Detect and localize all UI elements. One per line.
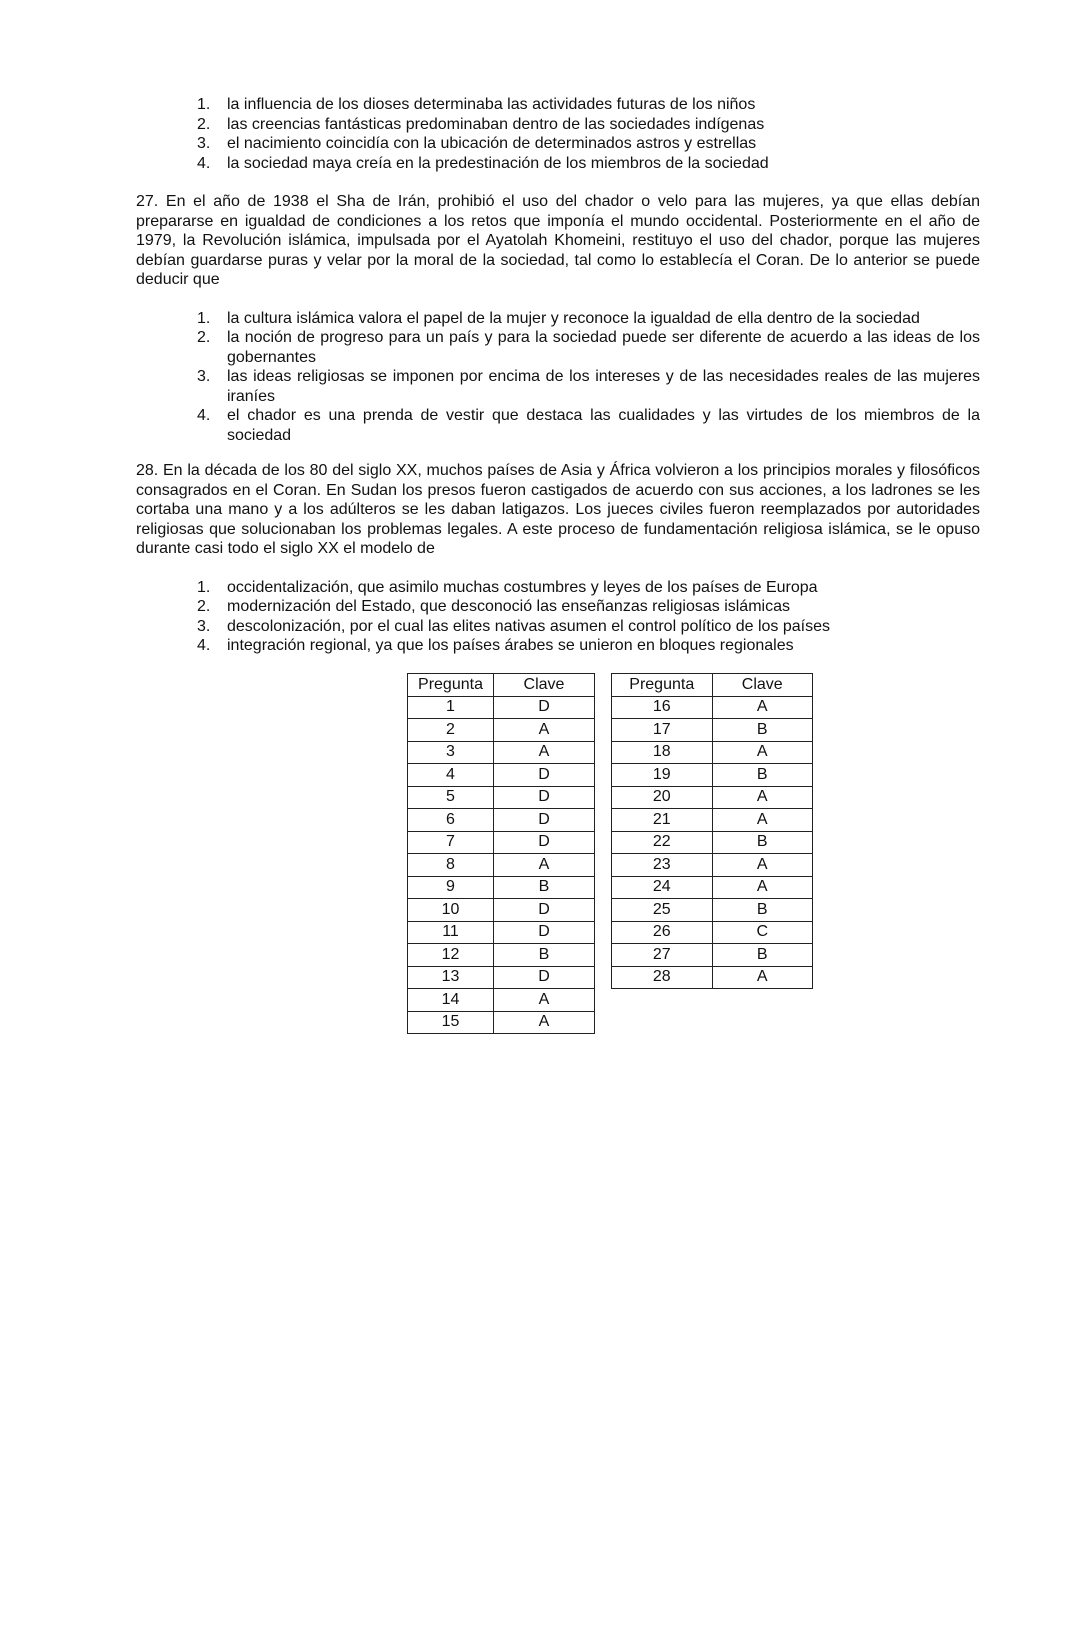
question-number: 19 — [612, 764, 713, 787]
answer-key: D — [494, 966, 595, 989]
question-number: 26 — [612, 921, 713, 944]
option-item — [136, 328, 980, 367]
table-row — [408, 876, 595, 899]
option-number: 2. — [197, 598, 211, 615]
table-row — [612, 899, 813, 922]
question-number: 28 — [612, 966, 713, 989]
option-number: 2. — [197, 329, 211, 346]
answer-key: A — [494, 719, 595, 742]
table-row — [612, 764, 813, 787]
option-number: 4. — [197, 637, 211, 654]
option-text: occidentalización, que asimilo muchas costumbres y leyes de los países de Europa — [227, 578, 818, 596]
table-row — [408, 741, 595, 764]
table-header-row — [612, 674, 813, 697]
option-number: 1. — [197, 578, 211, 596]
table-row — [408, 786, 595, 809]
answer-key: B — [712, 831, 813, 854]
option-number: 1. — [197, 96, 211, 113]
table-row — [408, 696, 595, 719]
option-text: la noción de progreso para un país y para la sociedad puede ser diferente de acuerdo a las ideas de los gobernantes — [227, 329, 980, 366]
table-row — [408, 809, 595, 832]
option-text: descolonización, por el cual las elites nativas asumen el control político de los países — [227, 617, 830, 635]
question-number: 15 — [408, 1011, 494, 1034]
q27-stem: 27. En el año de 1938 el Sha de Irán, prohibió el uso del chador o velo para las mujeres, ya que ellas debían prepararse en igualdad de condiciones a los retos que imponía el mundo occidental. Posteriormente en el año de 1979, la Revolución islámica, impulsada por el Ayatolah Khomeini, restituyo el uso del chador, porque las mujeres debían guardarse puras y velar por la moral de la sociedad, tal como lo establecía el Coran. De lo anterior se puede deducir que — [136, 193, 980, 288]
option-item — [136, 636, 980, 656]
option-number: 2. — [197, 115, 211, 133]
table-row — [408, 944, 595, 967]
answer-key: A — [712, 809, 813, 832]
option-item — [136, 309, 980, 329]
answer-key-table-left — [407, 673, 595, 1034]
question-number: 4 — [408, 764, 494, 787]
q28-options — [136, 578, 980, 656]
question-number: 17 — [612, 719, 713, 742]
question-number: 24 — [612, 876, 713, 899]
q26-options-block — [136, 95, 980, 173]
question-number: 3 — [408, 741, 494, 764]
option-item — [136, 367, 980, 406]
answer-key: B — [712, 719, 813, 742]
question-number: 11 — [408, 921, 494, 944]
answer-key: D — [494, 899, 595, 922]
answer-key: B — [494, 944, 595, 967]
option-text: el nacimiento coincidía con la ubicación de determinados astros y estrellas — [227, 135, 757, 152]
question-number: 7 — [408, 831, 494, 854]
question-number: 1 — [408, 696, 494, 719]
table-row — [612, 809, 813, 832]
table-row — [612, 696, 813, 719]
question-number: 18 — [612, 741, 713, 764]
question-number: 10 — [408, 899, 494, 922]
option-text: integración regional, ya que los países árabes se unieron en bloques regionales — [227, 637, 794, 654]
option-number: 4. — [197, 154, 211, 172]
table-row — [612, 966, 813, 989]
question-number: 21 — [612, 809, 713, 832]
option-item — [136, 617, 980, 637]
option-item — [136, 115, 980, 135]
option-text: las ideas religiosas se imponen por encima de los intereses y de las necesidades reales de las mujeres iraníes — [227, 368, 980, 405]
option-item — [136, 95, 980, 115]
answer-key: B — [712, 944, 813, 967]
table-row — [612, 786, 813, 809]
answer-key: D — [494, 764, 595, 787]
answer-key: C — [712, 921, 813, 944]
question-number: 20 — [612, 786, 713, 809]
question-number: 8 — [408, 854, 494, 877]
option-text: la influencia de los dioses determinaba las actividades futuras de los niños — [227, 96, 756, 113]
header-clave: Clave — [712, 674, 813, 697]
table-row — [408, 966, 595, 989]
answer-key: A — [712, 786, 813, 809]
option-item — [136, 154, 980, 174]
table-row — [408, 1011, 595, 1034]
header-pregunta: Pregunta — [408, 674, 494, 697]
question-28 — [136, 461, 980, 656]
option-text: las creencias fantásticas predominaban dentro de las sociedades indígenas — [227, 115, 765, 133]
question-number: 13 — [408, 966, 494, 989]
answer-key: B — [712, 764, 813, 787]
answer-key: A — [712, 854, 813, 877]
option-text: el chador es una prenda de vestir que destaca las cualidades y las virtudes de los miembros de la sociedad — [227, 407, 980, 444]
answer-key: D — [494, 786, 595, 809]
answer-key: A — [712, 741, 813, 764]
table-row — [408, 854, 595, 877]
table-row — [408, 719, 595, 742]
option-number: 4. — [197, 407, 211, 424]
question-number: 14 — [408, 989, 494, 1012]
answer-key: A — [712, 966, 813, 989]
table-header-row — [408, 674, 595, 697]
question-number: 9 — [408, 876, 494, 899]
option-number: 3. — [197, 135, 211, 152]
answer-key: B — [494, 876, 595, 899]
question-27 — [136, 192, 980, 445]
table-row — [612, 921, 813, 944]
answer-key: A — [712, 696, 813, 719]
question-number: 22 — [612, 831, 713, 854]
table-row — [408, 764, 595, 787]
q27-options — [136, 309, 980, 446]
table-row — [612, 719, 813, 742]
option-text: modernización del Estado, que desconoció las enseñanzas religiosas islámicas — [227, 598, 790, 615]
answer-key: A — [712, 876, 813, 899]
option-text: la cultura islámica valora el papel de la mujer y reconoce la igualdad de ella dentro de la sociedad — [227, 309, 920, 327]
question-number: 27 — [612, 944, 713, 967]
table-row — [408, 921, 595, 944]
option-item — [136, 134, 980, 154]
option-number: 1. — [197, 309, 211, 327]
table-row — [408, 989, 595, 1012]
answer-key: A — [494, 1011, 595, 1034]
table-row — [612, 831, 813, 854]
question-number: 2 — [408, 719, 494, 742]
table-row — [612, 854, 813, 877]
answer-key: B — [712, 899, 813, 922]
answer-key: D — [494, 696, 595, 719]
answer-key: A — [494, 741, 595, 764]
question-number: 23 — [612, 854, 713, 877]
header-clave: Clave — [494, 674, 595, 697]
option-number: 3. — [197, 617, 211, 635]
table-row — [408, 831, 595, 854]
answer-key: A — [494, 989, 595, 1012]
answer-key-table-right — [611, 673, 813, 989]
q28-stem: 28. En la década de los 80 del siglo XX, muchos países de Asia y África volvieron a los principios morales y filosóficos consagrados en el Coran. En Sudan los presos fueron castigados de acuerdo con sus acciones, a los ladrones se les cortaba una mano y a los adúlteros se les daban latigazos. Los jueces civiles fueron reemplazados por autoridades religiosas que solucionaban los problemas legales. A este proceso de fundamentación religiosa islámica, se le opuso durante casi todo el siglo XX el modelo de — [136, 462, 980, 557]
option-item — [136, 406, 980, 445]
answer-key: D — [494, 831, 595, 854]
answer-key: A — [494, 854, 595, 877]
question-number: 5 — [408, 786, 494, 809]
table-row — [408, 899, 595, 922]
table-row — [612, 944, 813, 967]
answer-key: D — [494, 809, 595, 832]
option-item — [136, 578, 980, 598]
table-row — [612, 741, 813, 764]
option-item — [136, 597, 980, 617]
question-number: 25 — [612, 899, 713, 922]
question-number: 16 — [612, 696, 713, 719]
question-number: 6 — [408, 809, 494, 832]
option-text: la sociedad maya creía en la predestinación de los miembros de la sociedad — [227, 154, 769, 172]
answer-key: D — [494, 921, 595, 944]
header-pregunta: Pregunta — [612, 674, 713, 697]
option-number: 3. — [197, 368, 211, 385]
q26-options — [136, 95, 980, 173]
table-row — [612, 876, 813, 899]
question-number: 12 — [408, 944, 494, 967]
